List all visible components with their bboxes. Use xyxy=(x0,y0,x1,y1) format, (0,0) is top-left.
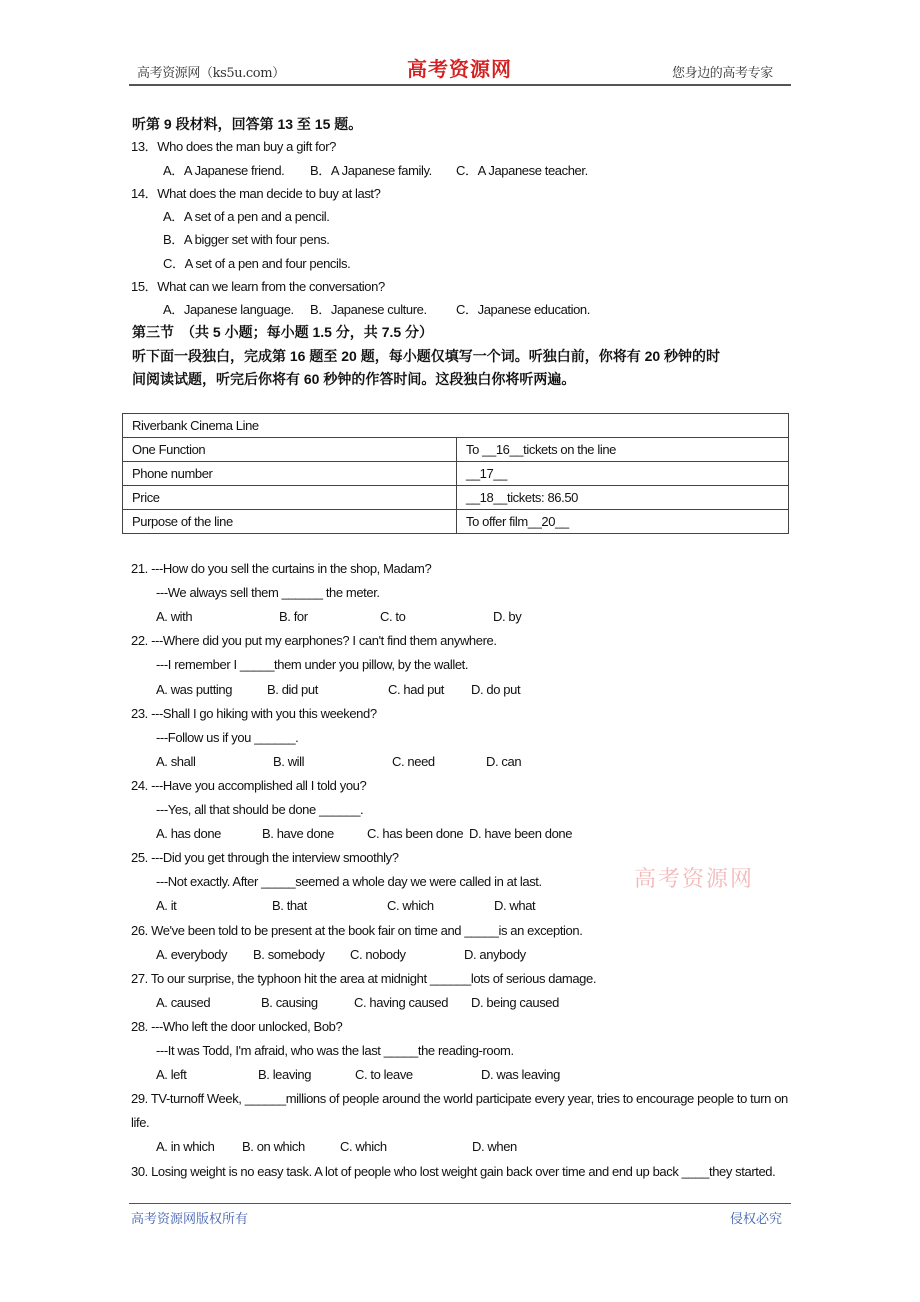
option-d: D. can xyxy=(486,753,522,769)
footer-rights: 侵权必究 xyxy=(730,1212,783,1227)
option-a: A. has done xyxy=(156,826,221,842)
question-reply: ---Follow us if you ______. xyxy=(156,729,299,745)
blank-18: __18__ xyxy=(466,490,507,505)
option-d: D. do put xyxy=(471,681,521,697)
question-stem-cont: life. xyxy=(131,1115,150,1131)
option-b: B. on which xyxy=(242,1139,305,1155)
option-c: C. which xyxy=(340,1139,387,1155)
header-site-name: 高考资源网（ks5u.com） xyxy=(137,66,285,81)
option-d: D. was leaving xyxy=(481,1067,560,1083)
row-label: Purpose of the line xyxy=(123,510,457,534)
question-stem: 29. TV-turnoff Week, ______millions of people around the world participate every year, tries to encourage people to turn on xyxy=(131,1091,788,1107)
option-a: A. everybody xyxy=(156,946,228,962)
footer-rule xyxy=(129,1203,791,1204)
option-d: D. what xyxy=(494,898,536,914)
header-logo: 高考资源网 xyxy=(407,57,512,81)
blank-16: __16__ xyxy=(482,442,524,457)
q15-option-b: B．Japanese culture. xyxy=(310,302,427,317)
option-b: B. will xyxy=(273,753,305,769)
question-stem: 23. ---Shall I go hiking with you this weekend? xyxy=(131,705,377,721)
question-stem: 30. Losing weight is no easy task. A lot of people who lost weight gain back over time and end up back ____they started. xyxy=(131,1163,776,1179)
q14-stem: 14．What does the man decide to buy at last? xyxy=(131,186,381,201)
option-b: B. for xyxy=(279,609,308,625)
question-reply: ---Not exactly. After _____seemed a whole day we were called in at last. xyxy=(156,874,542,890)
section3-instruction-1: 听下面一段独白，完成第 16 题至 20 题，每小题仅填写一个词。听独白前，你将有 20 秒钟的时 xyxy=(132,348,721,364)
table-row xyxy=(123,462,789,486)
option-b: B. have done xyxy=(262,826,334,842)
option-b: B. causing xyxy=(261,994,318,1010)
option-c: C. need xyxy=(392,753,435,769)
option-a: A. caused xyxy=(156,994,211,1010)
section3-instruction-2: 间阅读试题，听完后你将有 60 秒钟的作答时间。这段独白你将听两遍。 xyxy=(132,371,576,387)
q14-option-b: B．A bigger set with four pens. xyxy=(163,232,330,247)
question-stem: 25. ---Did you get through the interview smoothly? xyxy=(131,850,399,866)
option-d: D. by xyxy=(493,609,522,625)
q14-option-c: C．A set of a pen and four pencils. xyxy=(163,256,351,271)
option-b: B. somebody xyxy=(253,946,325,962)
question-reply: ---Yes, all that should be done ______. xyxy=(156,802,364,817)
option-d: D. anybody xyxy=(464,946,526,962)
option-b: B. did put xyxy=(267,681,318,697)
option-a: A. shall xyxy=(156,753,196,769)
row-label: Phone number xyxy=(123,462,457,486)
question-stem: 21. ---How do you sell the curtains in the shop, Madam? xyxy=(131,561,432,576)
option-a: A. left xyxy=(156,1067,187,1083)
option-d: D. being caused xyxy=(471,994,559,1010)
question-reply: ---It was Todd, I'm afraid, who was the last _____the reading-room. xyxy=(156,1043,514,1058)
blank-17: __17__ xyxy=(466,466,507,481)
header-rule xyxy=(129,84,791,86)
value-suffix: tickets on the line xyxy=(523,442,616,457)
footer-copyright: 高考资源网版权所有 xyxy=(131,1212,249,1227)
row-label: Price xyxy=(123,486,457,510)
table-row xyxy=(123,438,789,462)
option-b: B. leaving xyxy=(258,1067,312,1083)
question-stem: 24. ---Have you accomplished all I told you? xyxy=(131,777,367,793)
option-c: C. to leave xyxy=(355,1067,413,1083)
question-reply: ---I remember I _____them under you pillow, by the wallet. xyxy=(156,657,469,673)
table-row xyxy=(123,510,789,534)
option-c: C. having caused xyxy=(354,994,449,1010)
question-stem: 27. To our surprise, the typhoon hit the area at midnight ______lots of serious damage. xyxy=(131,970,597,986)
q15-option-c: C．Japanese education. xyxy=(456,302,590,317)
option-d: D. have been done xyxy=(469,826,573,842)
table-row xyxy=(123,486,789,510)
question-reply: ---We always sell them ______ the meter. xyxy=(156,585,380,601)
cinema-line-table xyxy=(122,413,789,534)
option-c: C. which xyxy=(387,898,434,914)
row-value xyxy=(457,462,789,486)
section9-instruction: 听第 9 段材料，回答第 13 至 15 题。 xyxy=(132,116,363,132)
option-b: B. that xyxy=(272,898,307,914)
value-suffix: tickets: 86.50 xyxy=(506,490,578,505)
row-value xyxy=(457,438,789,462)
option-c: C. had put xyxy=(388,681,444,697)
q15-option-a: A．Japanese language. xyxy=(163,302,294,317)
row-value xyxy=(457,486,789,510)
option-a: A. it xyxy=(156,898,177,914)
blank-20: __20__ xyxy=(527,514,569,529)
q15-stem: 15．What can we learn from the conversation? xyxy=(131,279,385,294)
q14-option-a: A．A set of a pen and a pencil. xyxy=(163,209,330,224)
value-prefix: To xyxy=(466,442,483,457)
option-c: C. to xyxy=(380,609,406,625)
header-tagline: 您身边的高考专家 xyxy=(672,66,773,81)
row-value xyxy=(457,510,789,534)
q13-option-c: C．A Japanese teacher. xyxy=(456,163,588,178)
q13-option-b: B．A Japanese family. xyxy=(310,163,432,178)
q13-option-a: A．A Japanese friend. xyxy=(163,163,285,178)
table-title: Riverbank Cinema Line xyxy=(123,414,789,438)
watermark-logo: 高考资源网 xyxy=(634,867,755,892)
option-a: A. was putting xyxy=(156,681,233,697)
option-c: C. nobody xyxy=(350,946,406,962)
question-stem: 28. ---Who left the door unlocked, Bob? xyxy=(131,1018,343,1034)
q13-stem: 13．Who does the man buy a gift for? xyxy=(131,139,336,154)
section3-title: 第三节 （共 5 小题；每小题 1.5 分，共 7.5 分） xyxy=(132,324,434,340)
row-label: One Function xyxy=(123,438,457,462)
question-stem: 26. We've been told to be present at the book fair on time and _____is an exception. xyxy=(131,922,583,938)
option-c: C. has been done xyxy=(367,826,464,842)
option-a: A. with xyxy=(156,609,193,625)
option-a: A. in which xyxy=(156,1139,215,1155)
option-d: D. when xyxy=(472,1139,517,1155)
question-stem: 22. ---Where did you put my earphones? I can't find them anywhere. xyxy=(131,633,497,649)
value-prefix: To offer film xyxy=(466,514,528,529)
